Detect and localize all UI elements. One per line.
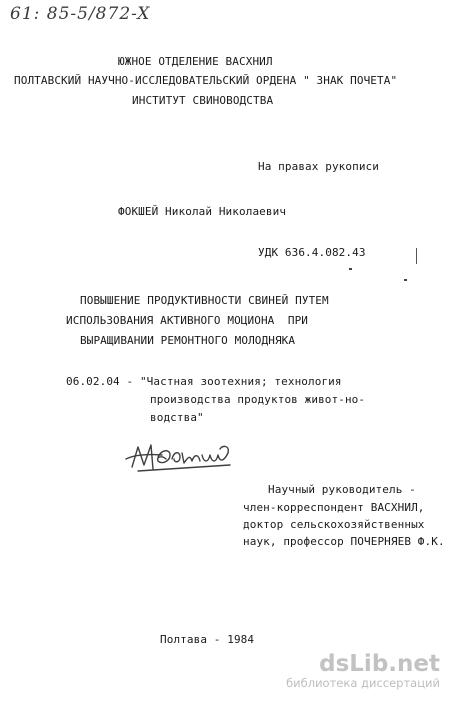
specialty-line-3: водства" — [150, 411, 204, 424]
title-line-1: ПОВЫШЕНИЕ ПРОДУКТИВНОСТИ СВИНЕЙ ПУТЕМ — [80, 294, 329, 307]
title-line-2: ИСПОЛЬЗОВАНИЯ АКТИВНОГО МОЦИОНА ПРИ — [66, 314, 309, 327]
author-name: ФОКШЕЙ Николай Николаевич — [118, 205, 287, 218]
margin-mark — [349, 268, 352, 270]
watermark-subtitle: библиотека диссертаций — [286, 676, 440, 690]
header-line-3: ИНСТИТУТ СВИНОВОДСТВА — [132, 94, 274, 107]
supervisor-line-1: Научный руководитель - — [268, 483, 416, 496]
watermark-logo: dsLib.net — [319, 651, 440, 677]
udk-code: УДК 636.4.082.43 — [258, 246, 366, 259]
supervisor-line-4: наук, профессор ПОЧЕРНЯЕВ Ф.К. — [243, 535, 445, 548]
rights-note: На правах рукописи — [258, 160, 380, 173]
header-line-2: ПОЛТАВСКИЙ НАУЧНО-ИССЛЕДОВАТЕЛЬСКИЙ ОРДЕНА " ЗНАК ПОЧЕТА" — [14, 74, 398, 87]
header-line-1: ЮЖНОЕ ОТДЕЛЕНИЕ ВАСХНИЛ — [118, 55, 273, 68]
specialty-line-2: производства продуктов живот-но- — [150, 393, 366, 406]
author-signature — [118, 435, 248, 480]
place-year: Полтава - 1984 — [160, 633, 255, 646]
title-line-3: ВЫРАЩИВАНИИ РЕМОНТНОГО МОЛОДНЯКА — [80, 334, 296, 347]
watermark — [286, 652, 440, 690]
archive-number: 61: 85-5/872-X — [10, 4, 151, 24]
supervisor-line-3: доктор сельскохозяйственных — [243, 518, 425, 531]
margin-line — [416, 248, 417, 264]
margin-mark — [404, 279, 407, 281]
specialty-line-1: 06.02.04 - "Частная зоотехния; технология — [66, 375, 342, 388]
supervisor-line-2: член-корреспондент ВАСХНИЛ, — [243, 501, 425, 514]
